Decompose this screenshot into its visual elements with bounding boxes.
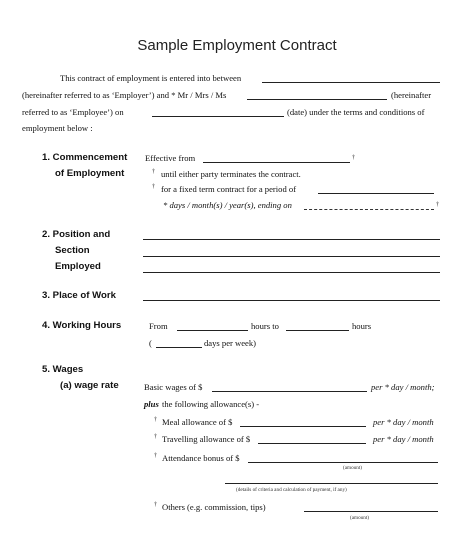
start-hour-field[interactable] <box>177 330 248 331</box>
dagger-mark: † <box>152 169 155 175</box>
dagger-mark: † <box>154 434 157 440</box>
intro-line-3-end: (date) under the terms and conditions of <box>287 107 425 117</box>
dagger-mark: † <box>436 202 439 208</box>
effective-from-field[interactable] <box>203 162 350 163</box>
amount-caption: (amount) <box>350 515 370 521</box>
days-per-week-label: days per week) <box>204 338 257 348</box>
criteria-caption: (details of criteria and calculation of payment, if any) <box>236 487 347 493</box>
basic-wages-label: Basic wages of $ <box>144 382 203 392</box>
place-of-work-field[interactable] <box>143 300 440 301</box>
dagger-mark: † <box>154 502 157 508</box>
wage-rate-subheading: (a) wage rate <box>60 380 119 391</box>
meal-allowance-unit: per * day / month <box>373 417 434 427</box>
intro-line-1: This contract of employment is entered into between <box>60 73 242 83</box>
from-label: From <box>149 321 168 331</box>
basic-wages-unit: per * day / month; <box>371 382 435 392</box>
section-1-heading: 1. Commencement <box>42 152 128 163</box>
travelling-allowance-unit: per * day / month <box>373 434 434 444</box>
amount-caption: (amount) <box>343 465 363 471</box>
section-4-heading: 4. Working Hours <box>42 320 122 331</box>
section-2-heading-3: Employed <box>55 261 101 272</box>
position-field-3[interactable] <box>143 272 440 273</box>
dagger-mark: † <box>154 453 157 459</box>
option-fixed-term[interactable]: for a fixed term contract for a period of <box>161 184 297 194</box>
position-field-1[interactable] <box>143 239 440 240</box>
intro-line-2: (hereinafter referred to as ‘Employer’) and * Mr / Mrs / Ms <box>22 90 227 100</box>
section-3-heading: 3. Place of Work <box>42 290 116 301</box>
hours-to-label: hours to <box>251 321 279 331</box>
contract-date-field[interactable] <box>152 116 284 117</box>
position-field-2[interactable] <box>143 256 440 257</box>
section-2-heading: 2. Position and <box>42 229 111 240</box>
open-paren: ( <box>149 338 152 348</box>
meal-allowance-label: Meal allowance of $ <box>162 417 233 427</box>
effective-from-label: Effective from <box>145 153 196 163</box>
intro-line-3: referred to as ‘Employee’) on <box>22 107 124 117</box>
intro-line-4: employment below : <box>22 123 93 133</box>
others-amount-field[interactable] <box>304 511 438 512</box>
ending-on-label: * days / month(s) / year(s), ending on <box>163 200 292 210</box>
intro-line-2-end: (hereinafter <box>391 90 432 100</box>
meal-allowance-field[interactable] <box>240 426 366 427</box>
document-title: Sample Employment Contract <box>137 37 337 54</box>
attendance-bonus-label: Attendance bonus of $ <box>162 453 240 463</box>
section-2-heading-2: Section <box>55 245 90 256</box>
end-hour-field[interactable] <box>286 330 349 331</box>
travelling-allowance-field[interactable] <box>258 443 366 444</box>
section-5-heading: 5. Wages <box>42 364 84 375</box>
dagger-mark: † <box>352 155 355 161</box>
option-until-terminated[interactable]: until either party terminates the contract. <box>161 169 301 179</box>
basic-wages-field[interactable] <box>212 391 367 392</box>
hours-label: hours <box>352 321 372 331</box>
ending-date-field[interactable] <box>304 209 434 210</box>
fixed-term-period-field[interactable] <box>318 193 434 194</box>
dagger-mark: † <box>154 417 157 423</box>
plus-label: plus <box>144 399 159 409</box>
attendance-bonus-amount-field[interactable] <box>248 462 438 463</box>
dagger-mark: † <box>152 184 155 190</box>
days-per-week-field[interactable] <box>156 347 202 348</box>
others-label: Others (e.g. commission, tips) <box>162 502 266 512</box>
travelling-allowance-label: Travelling allowance of $ <box>162 434 251 444</box>
following-allowances-label: the following allowance(s) - <box>162 399 260 409</box>
section-1-heading-2: of Employment <box>55 168 125 179</box>
attendance-criteria-field[interactable] <box>225 483 438 484</box>
employee-name-field[interactable] <box>247 99 387 100</box>
employer-name-field[interactable] <box>262 82 440 83</box>
